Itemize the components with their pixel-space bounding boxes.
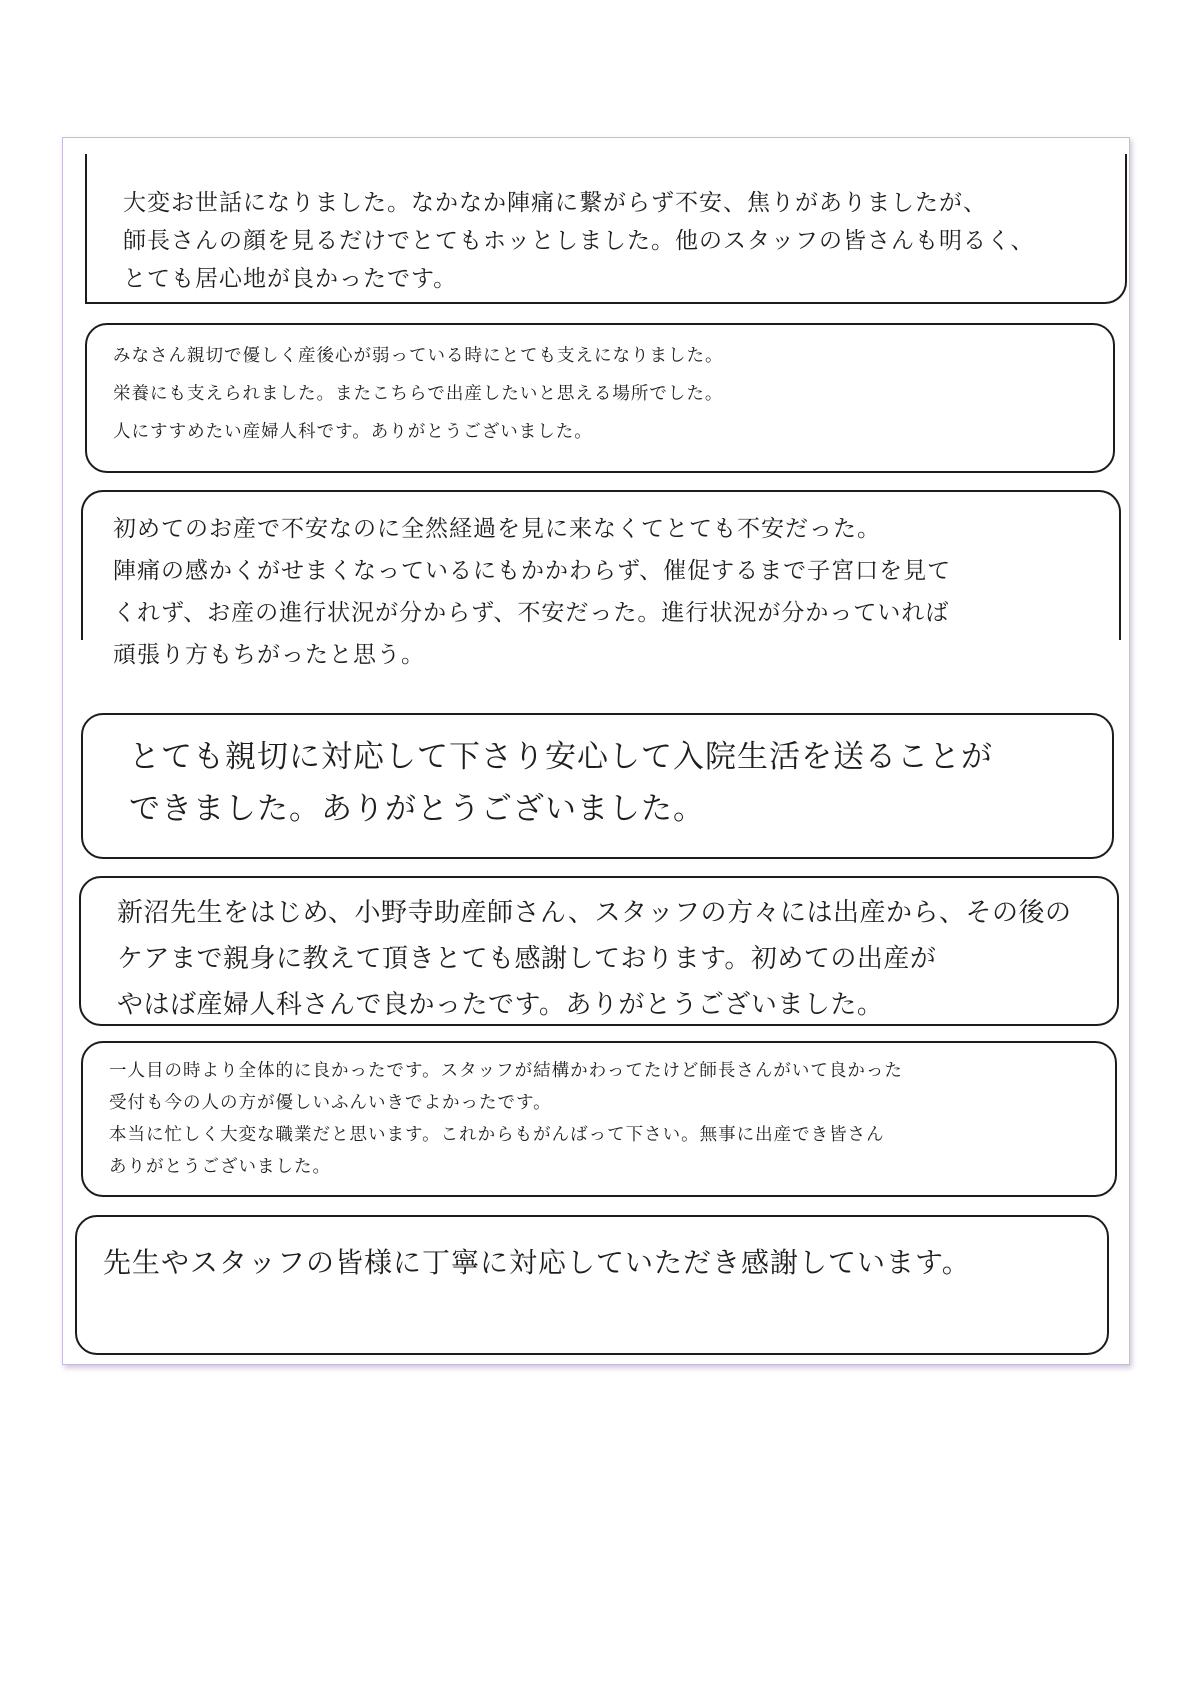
comment-text-5: 新沼先生をはじめ、小野寺助産師さん、スタッフの方々には出産から、その後の ケアまで親身に教えて頂きとても感謝しております。初めての出産が やはば産婦人科さんで良かったです。ありがとうございました。 [117,898,1072,1020]
comment-box-4 [81,713,1114,859]
comment-text-2: みなさん親切で優しく産後心が弱っている時にとても支えになりました。 栄養にも支えられました。またこちらで出産したいと思える場所でした。 人にすすめたい産婦人科です。ありがとうございました。 [113,346,724,442]
comment-box-1 [85,154,1127,304]
comment-box-3 [81,490,1121,668]
comment-box-6 [81,1041,1117,1197]
comment-box-7 [75,1215,1109,1355]
comment-text-6: 一人目の時より全体的に良かったです。スタッフが結構かわってたけど師長さんがいて良かった 受付も今の人の方が優しいふんいきでよかったです。 本当に忙しく大変な職業だと思います。これからもがんばって下さい。無事に出産でき皆さん ありがとうございました。 [109,1061,903,1177]
comment-text-4: とても親切に対応して下さり安心して入院生活を送ることが できました。ありがとうございました。 [129,739,993,827]
comment-text-7: 先生やスタッフの皆様に丁寧に対応していただき感謝しています。 [103,1246,971,1279]
comment-text-1: 大変お世話になりました。なかなか陣痛に繋がらず不安、焦りがありましたが、 師長さんの顔を見るだけでとてもホッとしました。他のスタッフの皆さんも明るく、 とても居心地が良かったです。 [123,190,1035,292]
comment-box-2 [85,323,1115,473]
comment-box-5 [79,876,1119,1026]
comment-text-3: 初めてのお産で不安なのに全然経過を見に来なくてとても不安だった。 陣痛の感かくがせまくなっているにもかかわらず、催促するまで子宮口を見て くれず、お産の進行状況が分からず、不安だった。進行状況が分かっていれば 頑張り方もちがったと思う。 [113,516,952,668]
survey-sheet [62,137,1130,1365]
